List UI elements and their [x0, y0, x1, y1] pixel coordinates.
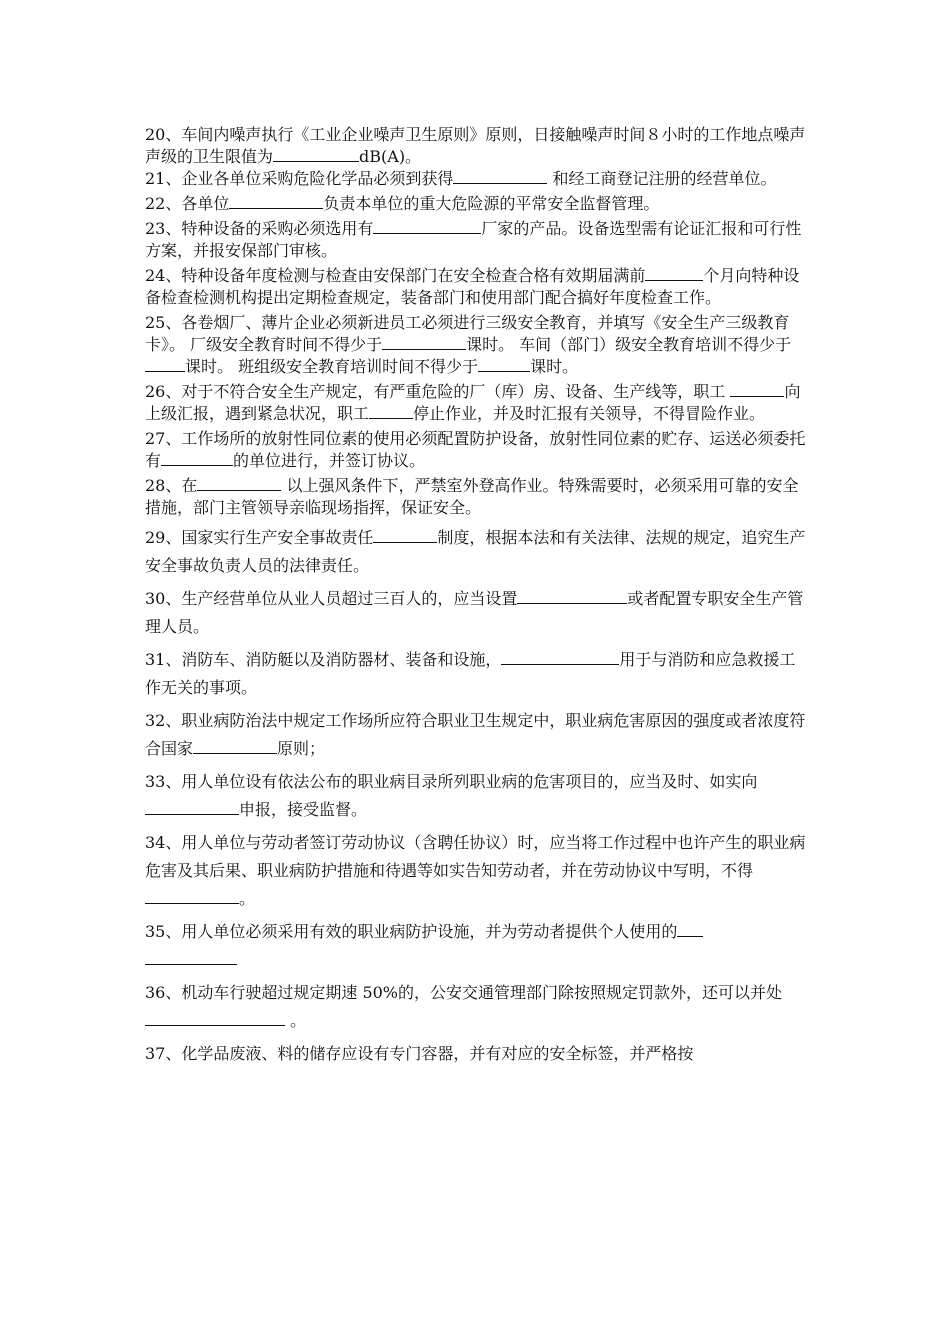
question-20: 20、车间内噪声执行《工业企业噪声卫生原则》原则，日接触噪声时间８小时的工作地点噪声声级的卫生限值为 dB(A)。	[145, 125, 806, 166]
question-21: 21、企业各单位采购危险化学品必须到获得 和经工商登记注册的经营单位。	[145, 169, 777, 188]
answer-blank[interactable]	[453, 169, 547, 184]
answer-blank[interactable]	[229, 194, 323, 209]
answer-blank[interactable]	[145, 800, 239, 815]
answer-blank[interactable]	[382, 335, 466, 350]
answer-blank[interactable]	[677, 922, 703, 937]
answer-blank[interactable]	[193, 739, 277, 754]
answer-blank[interactable]	[145, 357, 185, 372]
question-36: 36、机动车行驶超过规定期速 50%的，公安交通管理部门除按照规定罚款外，还可以并处 。	[145, 983, 783, 1030]
answer-blank[interactable]	[730, 382, 784, 397]
question-34: 34、用人单位与劳动者签订劳动协议（含聘任协议）时，应当将工作过程中也许产生的职业病危害及其后果、职业病防护措施和待遇等如实告知劳动者，并在劳动协议中写明，不得。	[145, 833, 806, 908]
answer-blank[interactable]	[273, 147, 359, 162]
question-35: 35、用人单位必须采用有效的职业病防护设施，并为劳动者提供个人使用的	[145, 918, 810, 974]
question-24: 24、特种设备年度检测与检查由安保部门在安全检查合格有效期届满前 个月向特种设备检查检测机构提出定期检查规定，装备部门和使用部门配合搞好年度检查工作。	[145, 266, 800, 307]
answer-blank[interactable]	[373, 528, 437, 543]
question-23: 23、特种设备的采购必须选用有 厂家的产品。设备选型需有论证汇报和可行性方案，并报安保部门审核。	[145, 219, 802, 260]
question-22: 22、各单位 负责本单位的重大危险源的平常安全监督管理。	[145, 194, 660, 213]
question-25: 25、各卷烟厂、薄片企业必须新进员工必须进行三级安全教育，并填写《安全生产三级教育卡》。 厂级安全教育时间不得少于 课时。 车间（部门）级安全教育培训不得少于课时。 班组级安全教育培训时间不得少于 课时。	[145, 313, 792, 376]
question-32: 32、职业病防治法中规定工作场所应符合职业卫生规定中，职业病危害原因的强度或者浓度符合国家 原则；	[145, 711, 806, 758]
answer-blank[interactable]	[369, 404, 413, 419]
answer-blank[interactable]	[501, 650, 619, 665]
question-26: 26、对于不符合安全生产规定，有严重危险的厂（库）房、设备、生产线等，职工 向上级汇报，遇到紧急状况，职工 停止作业，并及时汇报有关领导，不得冒险作业。	[145, 382, 801, 423]
answer-blank[interactable]	[645, 266, 703, 281]
answer-blank[interactable]	[478, 357, 530, 372]
document-page	[145, 124, 810, 1068]
question-37: 37、化学品废液、料的储存应设有专门容器，并有对应的安全标签，并严格按	[145, 1044, 694, 1063]
answer-blank[interactable]	[145, 1011, 285, 1026]
question-27: 27、工作场所的放射性同位素的使用必须配置防护设备，放射性同位素的贮存、运送必须委托有 的单位进行，并签订协议。	[145, 429, 806, 470]
answer-blank[interactable]	[373, 219, 481, 234]
question-33: 33、用人单位设有依法公布的职业病目录所列职业病的危害项目的，应当及时、如实向申报，接受监督。	[145, 772, 758, 819]
answer-blank[interactable]	[197, 476, 281, 491]
question-29: 29、国家实行生产安全事故责任 制度，根据本法和有关法律、法规的规定，追究生产安全事故负责人员的法律责任。	[145, 528, 806, 575]
question-31: 31、消防车、消防艇以及消防器材、装备和设施， 用于与消防和应急救援工作无关的事项。	[145, 650, 796, 697]
answer-blank[interactable]	[145, 889, 239, 904]
answer-blank-continued[interactable]	[145, 950, 237, 965]
answer-blank[interactable]	[517, 589, 627, 604]
question-30: 30、生产经营单位从业人员超过三百人的，应当设置 或者配置专职安全生产管理人员。	[145, 589, 804, 636]
answer-blank[interactable]	[161, 451, 233, 466]
question-28: 28、在 以上强风条件下，严禁室外登高作业。特殊需要时，必须采用可靠的安全措施，部门主管领导亲临现场指挥，保证安全。	[145, 476, 799, 517]
